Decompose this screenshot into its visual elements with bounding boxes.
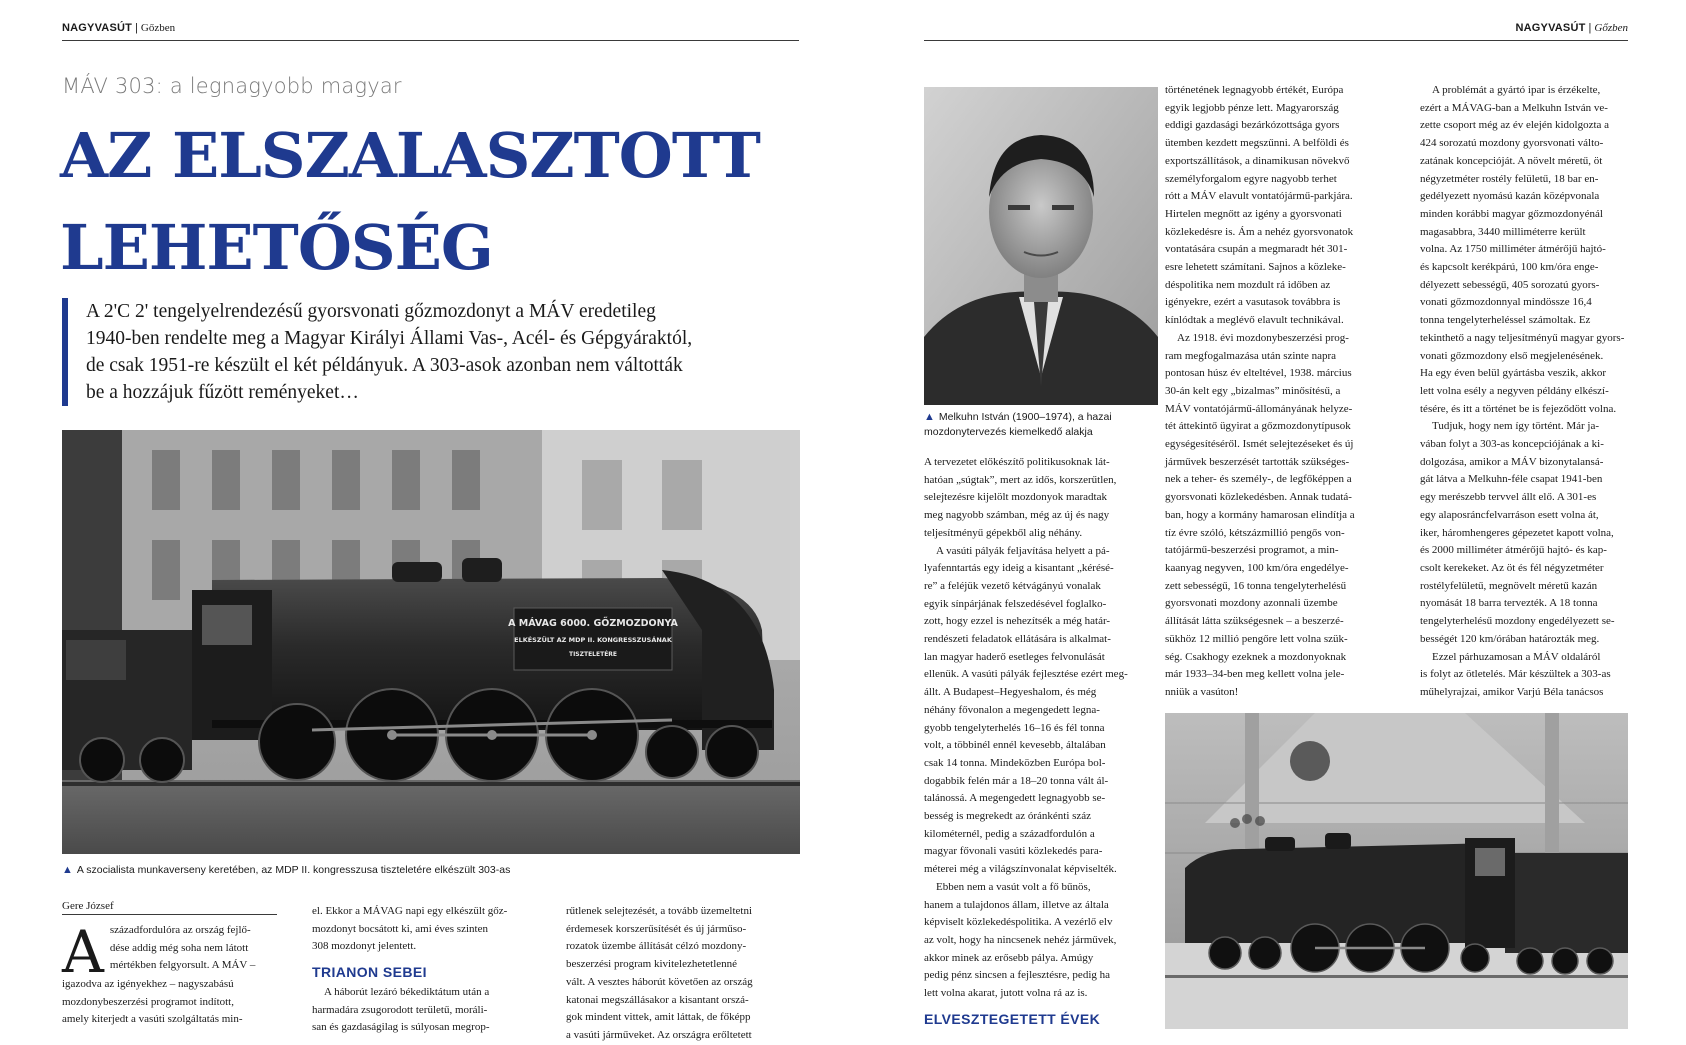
text-line: ütemben kezdett megszűnni. A belföldi és (1165, 137, 1349, 150)
subhead-trianon: TRIANON SEBEI (312, 964, 427, 981)
text-line: Tudjuk, hogy nem így történt. Már ja- (1432, 420, 1600, 433)
text-line: pedig pénz sincsen a fejlesztésre, pedig ha (924, 969, 1111, 982)
header-rule (924, 40, 1628, 41)
lead-paragraph (62, 298, 802, 406)
text-line: csolt kerekeket. Az öt és fél négyzetméter (1420, 561, 1604, 574)
portrait-illustration (924, 87, 1158, 405)
left-page (0, 0, 843, 1041)
text-line: gok mindent vittek, amit láttak, de főképp (566, 1011, 751, 1024)
text-column-4 (924, 454, 1158, 1031)
text-column-2 (312, 903, 542, 1037)
text-line: érdemesek korszerűsítését és új járműso- (566, 922, 747, 935)
lead-line: A 2'C 2' tengelyelrendezésű gyorsvonati gőzmozdonyt a MÁV eredetileg (86, 301, 656, 322)
text-line: re” a feléjük vezető kétvágányú vonalak (924, 579, 1101, 592)
text-line: gyorsvonati mozdony azonnali üzembe (1165, 597, 1338, 610)
text-line: személyforgalom egyre nagyobb terhet (1165, 172, 1337, 185)
text-line: gyobb tengelyterhelés 16–16 és fél tonna (924, 721, 1105, 734)
inscription-line: A MÁVAG 6000. GŐZMOZDONYA (508, 618, 678, 629)
text-line: állítását látta szükségesnek – a beszerzé- (1165, 615, 1344, 628)
text-line: beszerzési program kivitelezhetetlenné (566, 958, 738, 971)
text-line: mértékben felgyorsult. A MÁV – (109, 959, 256, 972)
right-page (843, 0, 1686, 1029)
text-line: Ebben nem a vasút volt a fő bűnös, (936, 880, 1091, 893)
text-line: is folyt az ötletelés. Már készültek a 303-as (1420, 668, 1611, 681)
portrait-photo (924, 87, 1158, 405)
text-line: A vasúti pályák feljavítása helyett a pá- (936, 544, 1110, 557)
text-line: ség. Csakhogy ezeknek a mozdonyoknak (1165, 650, 1347, 663)
text-line: vonati gőzmozdonnyal mindössze 16,4 (1420, 296, 1592, 309)
inscription-line: ELKÉSZÜLT AZ MDP II. KONGRESSZUSÁNAK (514, 636, 672, 644)
text-line: méterei még a világszínvonalat képviselték. (924, 863, 1117, 876)
text-line: 424 sorozatú mozdony gyorsvonati válto- (1420, 137, 1604, 150)
text-line: bességét 120 km/órában határozták meg. (1420, 632, 1600, 645)
text-line: besség is megrekedt az óránkénti száz (924, 810, 1092, 823)
text-line: volt, a többinél ennél kevesebb, általában (924, 739, 1106, 752)
text-line: egyik legjobb pénze lett. Magyarország (1165, 101, 1339, 114)
text-line: zette csoport még az év elején kidolgozta a (1420, 119, 1610, 132)
text-line: tengelyterhelésű mozdony engedélyezett se- (1420, 615, 1615, 628)
text-line: tét áttekintő ügyirat a gőzmozdonytípusok (1165, 420, 1351, 433)
text-line: teljesítményű gépekből alig néhány. (924, 526, 1083, 539)
text-line: dolgozása, amikor a MÁV bizonytalansá- (1420, 455, 1604, 468)
text-line: sükhöz 12 millió pengőre lett volna szük- (1165, 632, 1348, 645)
text-line: dogabbik felén már a 18–20 tonna vált ál- (924, 774, 1109, 787)
lead-line: de csak 1951-re készült el két példányuk. A 303-asok azonban nem váltották (86, 355, 683, 376)
text-line: igazodva az igényekhez – nagyszabású (62, 978, 234, 990)
text-line: vában folyt a 303-as koncepciójának a ki- (1420, 438, 1604, 451)
text-line: gedélyezett nyomású kazán középvonala (1420, 190, 1600, 203)
text-line: hatóan „súgtak”, mert az idős, korszerűtlen, (924, 473, 1117, 486)
caption-text: A szocialista munkaverseny keretében, az MDP II. kongresszusa tiszteletére elkészült 303-as (76, 864, 511, 876)
running-head-left (62, 22, 175, 34)
text-line: pontosan húsz év elteltével, 1938. március (1165, 367, 1352, 380)
text-column-1 (62, 918, 277, 1029)
text-line: Hirtelen megnőtt az igény a gyorsvonati (1165, 207, 1342, 220)
portrait-caption (924, 410, 1112, 440)
text-line: történetének legnagyobb értékét, Európa (1165, 84, 1344, 96)
text-line: kínlódtak a meglévő elavult technikával. (1165, 314, 1344, 327)
text-line: képviselt közlekedéspolitika. A vezérlő elv (924, 916, 1113, 929)
text-line: zott, hogy ezzel is nehezítsék a még határ- (924, 615, 1111, 628)
text-line: ezért a MÁVAG-ban a Melkuhn István ve- (1420, 101, 1608, 114)
text-line: Az 1918. évi mozdonybeszerzési prog- (1177, 331, 1349, 344)
text-line: egyik sínpárjának felszedésével foglalko- (924, 597, 1107, 610)
text-line: csak 14 tonna. Mindeközben Európa bol- (924, 756, 1106, 769)
caption-line: mozdonytervezés kiemelkedő alakja (924, 426, 1093, 438)
text-line: délyezett sebességű, 405 sorozatú gyors- (1420, 278, 1600, 291)
text-line: és kapcsolt kerékpárú, 100 km/óra enge- (1420, 261, 1599, 274)
text-line: exportszállítások, a dinamikusan növekvő (1165, 154, 1350, 167)
lead-line: be a hozzájuk fűzött reményeket… (86, 382, 359, 403)
text-line: mozdonyt bocsátott ki, ami éves szinten (312, 922, 488, 935)
locomotive-photo (62, 430, 800, 854)
text-line: zett sebességű, 16 tonna tengelyterhelésű (1165, 579, 1347, 592)
text-line: meg nagyobb számban, még az új és nagy (924, 509, 1110, 522)
header-rule (62, 40, 799, 41)
text-line: ban, hogy a kormány hamarosan elindítja a (1165, 508, 1355, 521)
text-line: mozdonybeszerzési programot indított, (62, 995, 234, 1008)
text-column-3 (566, 903, 798, 1045)
text-line: katonai megszállásakor a kisantant orszá- (566, 993, 749, 1006)
title-line: LEHETŐSÉG (60, 211, 493, 284)
text-line: vonati gőzmozdony első megjelenésének. (1420, 349, 1604, 362)
text-line: lett volna akarat, jutott volna rá az is. (924, 987, 1088, 1000)
text-line: magasabbra, 3440 milliméterre került (1420, 225, 1586, 238)
inscription-line: TISZTELETÉRE (568, 651, 618, 658)
drop-cap: A (62, 918, 104, 986)
text-line: néhány fővonalon a megengedett legna- (924, 703, 1100, 716)
text-line: vontatására csupán a megmaradt hét 301- (1165, 243, 1348, 256)
text-line: nyomását 18 barra tervezték. A 18 tonna (1420, 597, 1598, 610)
section-name: Gőzben (140, 22, 176, 34)
text-line: lan magyar haderő esetleges felvonulását (924, 650, 1105, 663)
text-line: rostélyfelületű, megnövelt méretű kazán (1420, 579, 1598, 592)
header-separator: | (135, 22, 138, 34)
text-line: A problémát a gyártó ipar is érzékelte, (1432, 84, 1601, 96)
text-line: A tervezetet előkészítő politikusoknak lát- (924, 456, 1110, 468)
text-line: lett volna esély a negyven példány elkészí- (1420, 384, 1609, 397)
text-line: a vasúti járműveket. Az országra erőltetett (566, 1028, 752, 1041)
text-line: rozatok üzembe állítását célzó mozdony- (566, 940, 747, 953)
text-line: dése addig még soha nem látott (109, 941, 249, 954)
locomotive-workshop-photo (1165, 713, 1628, 1029)
header-separator: | (1588, 22, 1592, 34)
text-line: déspolitika nem mozdult rá időben az (1165, 278, 1331, 291)
caption-line: Melkuhn István (1900–1974), a hazai (938, 411, 1112, 423)
text-line: minden korábbi magyar gőzmozdonyénál (1420, 207, 1603, 220)
text-line: ram megfogalmazása után szinte napra (1165, 349, 1337, 362)
main-photo-caption (62, 863, 510, 878)
text-line: egységesítéséről. Ismét selejtezéseket és új (1165, 438, 1354, 451)
text-line: egy alaposráncfelvarráson esett volna át, (1420, 508, 1599, 521)
text-line: magyar fővonali vasúti közlekedés para- (924, 845, 1103, 858)
lead-line: 1940-ben rendelte meg a Magyar Királyi Állami Vas-, Acél- és Gépgyáraktól, (86, 328, 693, 349)
text-line: eddigi gazdasági bezárkózottsága gyors (1165, 119, 1340, 132)
subhead-elvesztegetett: ELVESZTEGETETT ÉVEK (924, 1010, 1101, 1027)
text-line: akkor minek az erősebb pálya. Amúgy (924, 951, 1094, 964)
text-line: rótt a MÁV elavult vontatójármű-parkjára. (1165, 190, 1353, 203)
text-line: műhelyrajzai, amikor Varjú Béla tanácsos (1420, 685, 1604, 698)
text-line: harmadára zsugorodott területű, moráli- (312, 1003, 488, 1016)
text-line: tonna tengelyterheléssel számoltak. Ez (1420, 314, 1591, 327)
section-name: Gőzben (1594, 22, 1628, 34)
text-line: tésére, és itt a történet be is fejeződött volna. (1420, 402, 1617, 415)
caption-triangle-icon: ▲ (924, 411, 935, 423)
text-line: kaanyag negyven, 100 km/óra engedélye- (1165, 561, 1349, 574)
text-line: rendészeti feladatok ellátására is alkalmat- (924, 633, 1111, 646)
locomotive-illustration (62, 430, 800, 854)
text-line: vált. A vesztes háborút követően az ország (566, 975, 753, 988)
text-line: esre lehetett számítani. Sajnos a közleke- (1165, 261, 1346, 274)
text-line: járművek beszerzését tartották szükséges- (1165, 455, 1350, 468)
text-line: századfordulóra az ország fejlő- (109, 924, 251, 936)
running-head-right (1515, 22, 1628, 34)
text-line: san és gazdaságilag is súlyosan megrop- (312, 1021, 490, 1034)
text-line: nek a teher- és személy-, de legfőképpen a (1165, 473, 1352, 486)
text-line: közlekedésre is. Ám a nehéz gyorsvonatok (1165, 225, 1354, 238)
text-line: selejtezésre kijelölt mozdonyok maradtak (924, 491, 1107, 504)
text-line: állt. A Budapest–Hegyeshalom, és még (924, 686, 1097, 699)
text-line: Ezzel párhuzamosan a MÁV oldaláról (1432, 650, 1601, 663)
text-line: az volt, hogy ha nincsenek nehéz járművek, (924, 933, 1117, 946)
title-line: AZ ELSZALASZTOTT (60, 119, 760, 192)
text-line: tekinthető a nagy teljesítményű magyar gyors- (1420, 331, 1625, 344)
text-line: talánossá. A megengedett legnagyobb se- (924, 792, 1106, 805)
text-line: kilométernél, pedig a századfordulón a (924, 827, 1095, 840)
text-line: lyafenntartás egy ideig a kisantant „kérésé- (924, 562, 1114, 575)
text-line: igényekre, ezért a vasutasok továbbra is (1165, 296, 1341, 309)
text-line: hanem a tulajdonos állam, illetve az általa (924, 898, 1109, 911)
text-column-6 (1420, 82, 1628, 702)
article-title (60, 110, 760, 294)
text-line: iker, háromhengeres gépezetet kapott volna, (1420, 526, 1614, 539)
text-line: gyorsvonati közlekedésben. Annak tudatá- (1165, 491, 1352, 504)
text-line: rűtlenek selejtezését, a tovább üzemeltetni (566, 905, 753, 917)
text-line: egy merészebb tervvel állt elő. A 301-es (1420, 491, 1597, 504)
text-column-5 (1165, 82, 1400, 702)
text-line: amely kiterjedt a vasúti szolgáltatás min- (62, 1013, 243, 1026)
text-line: tatójármű-beszerzési programot, a min- (1165, 544, 1339, 557)
text-line: gát látva a Melkuhn-féle csapat 1941-ben (1420, 473, 1603, 486)
text-line: és 2000 milliméter átmérőjű hajtó- és kap- (1420, 544, 1607, 557)
text-line: MÁV vontatójármű-állományának helyze- (1165, 402, 1353, 415)
text-line: nniük a vasúton! (1165, 685, 1239, 698)
magazine-name: NAGYVASÚT (1515, 22, 1586, 34)
text-line: volna. Az 1750 milliméter átmérőjű hajtó- (1420, 243, 1606, 256)
text-line: ellenük. A vasúti pályák fejlesztése ezért meg- (924, 668, 1128, 681)
text-line: tíz évre szóló, kétszázmillió pengős von- (1165, 526, 1345, 539)
text-line: zatának koncepcióját. A növelt méretű, öt (1420, 154, 1603, 167)
article-kicker: MÁV 303: a legnagyobb magyar (62, 74, 402, 98)
text-line: A háborút lezáró békediktátum után a (324, 985, 490, 998)
text-line: el. Ekkor a MÁVAG napi egy elkészült gőz- (312, 905, 508, 917)
text-line: már 1933–34-ben meg kellett volna jele- (1165, 668, 1345, 681)
magazine-name: NAGYVASÚT (62, 22, 133, 34)
text-line: Ha egy éven belül gyártásba veszik, akkor (1420, 367, 1607, 380)
text-line: 30-án kelt egy „bizalmas” minősítésű, a (1165, 384, 1341, 397)
workshop-illustration (1165, 713, 1628, 1029)
caption-triangle-icon: ▲ (62, 864, 73, 876)
text-line: négyzetméter rostély felületű, 18 bar en- (1420, 172, 1599, 185)
author-byline: Gere József (62, 900, 277, 915)
text-line: 308 mozdonyt jelentett. (312, 940, 417, 953)
